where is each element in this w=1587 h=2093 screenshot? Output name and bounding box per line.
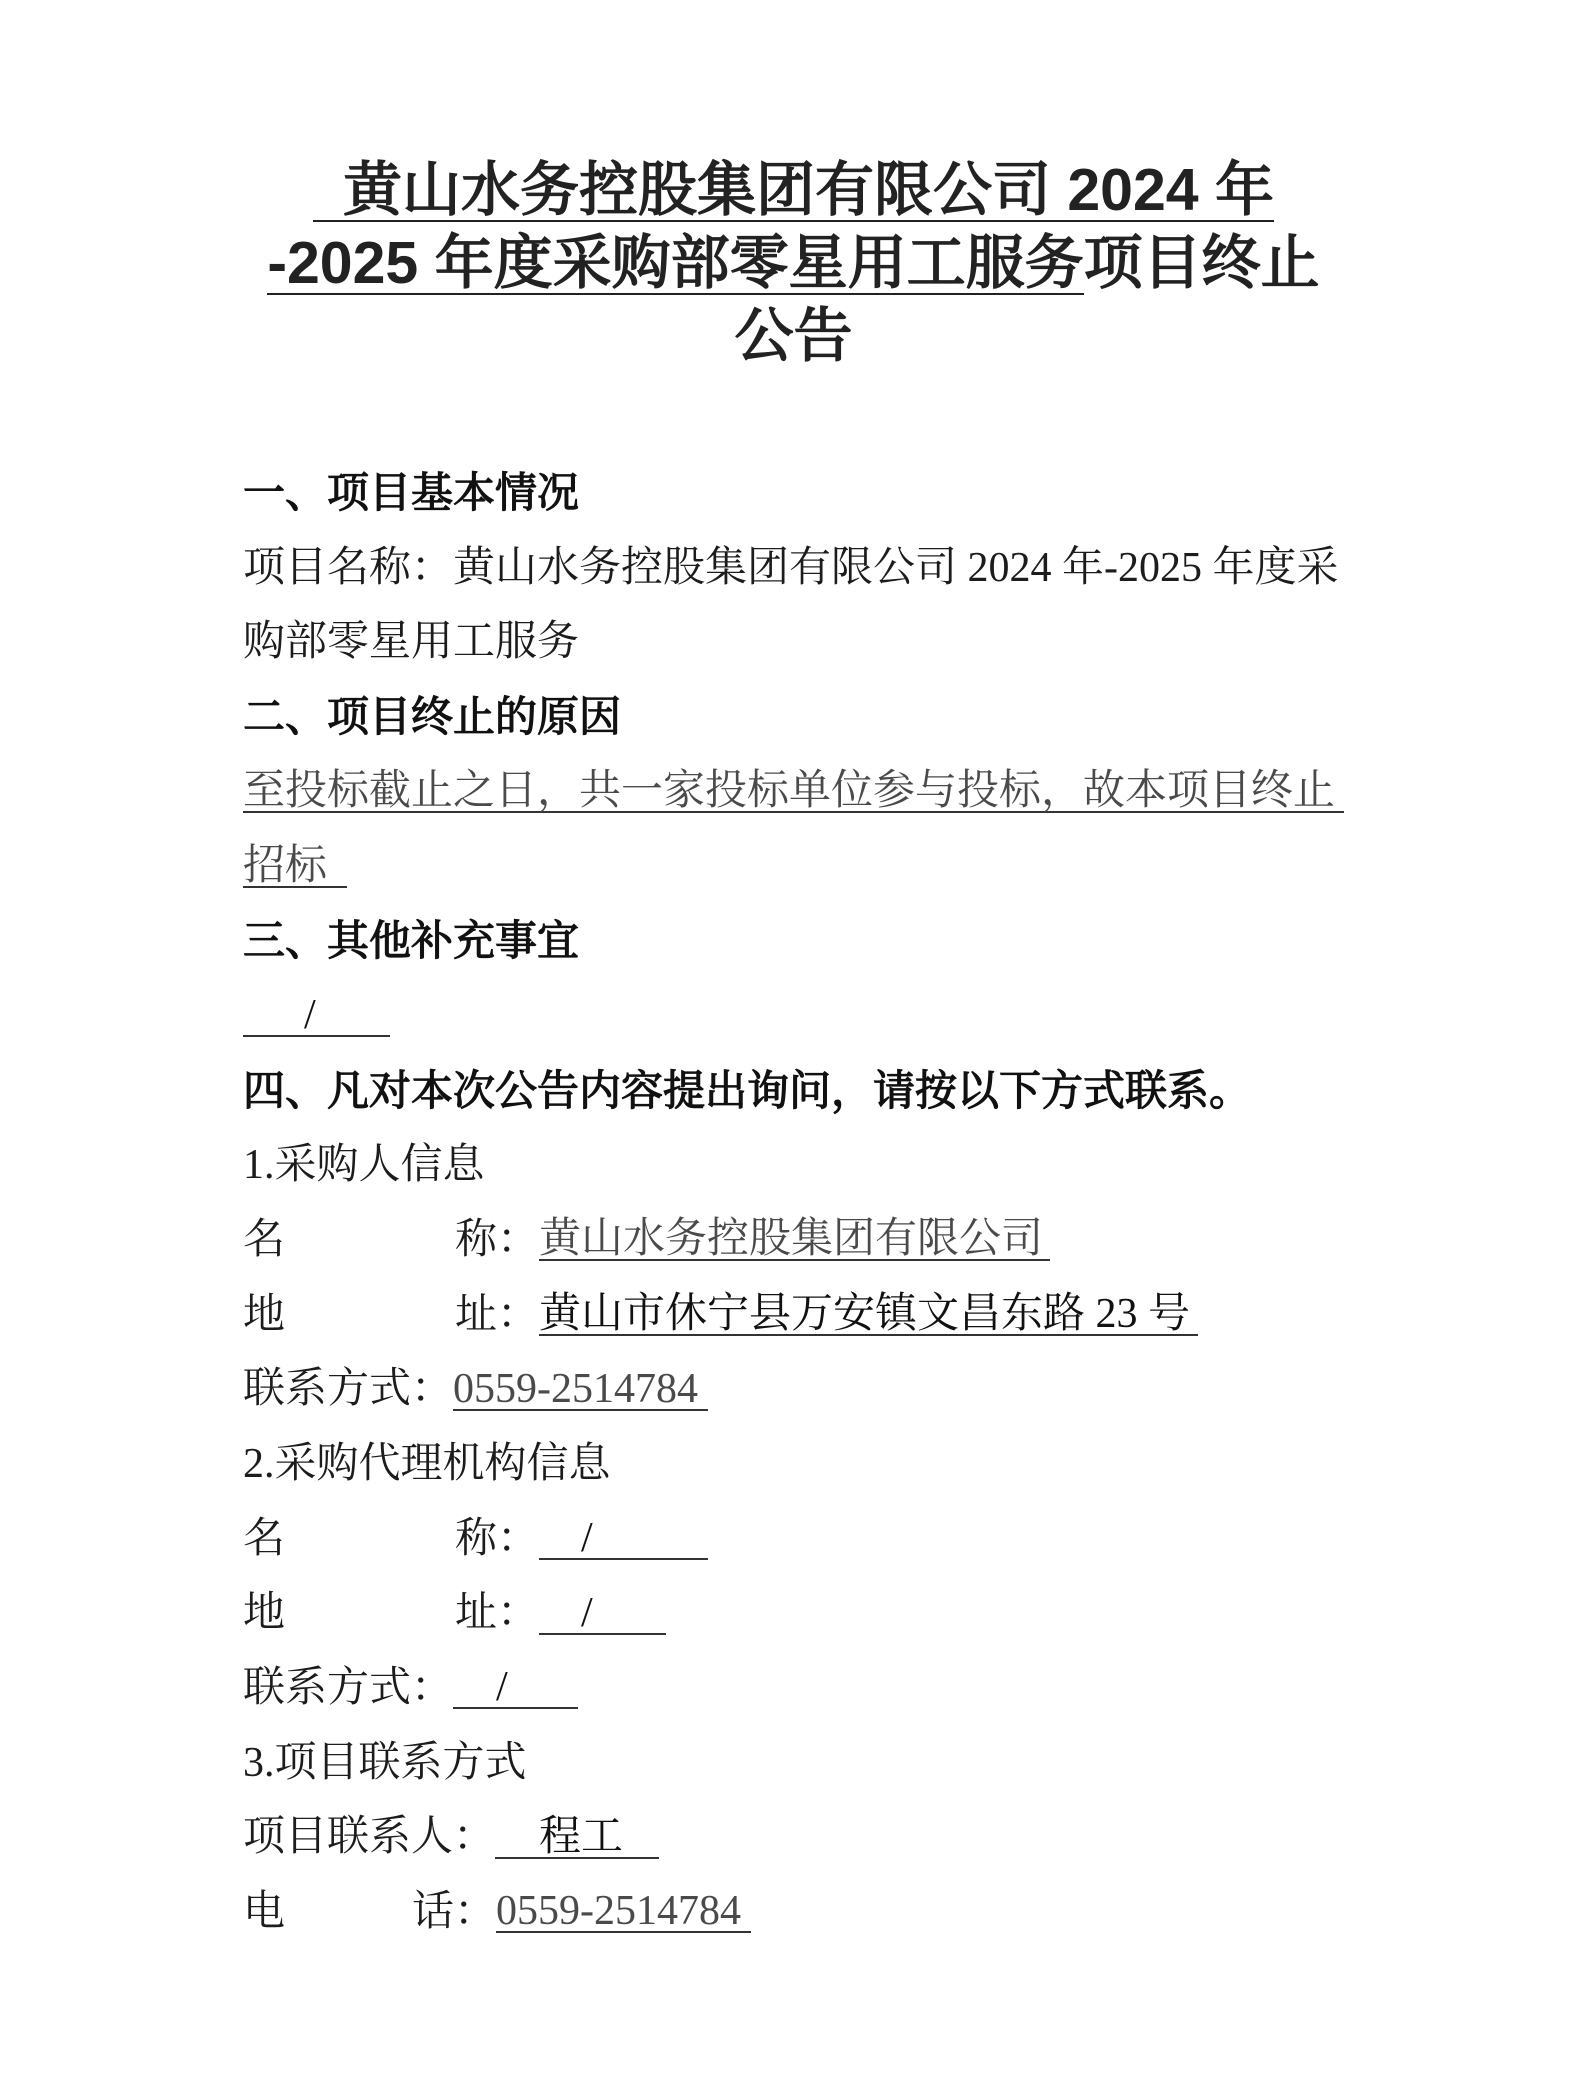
- purchaser-name-label: [243, 1203, 539, 1278]
- agency-name-label: [243, 1502, 539, 1577]
- label-char: 名: [243, 1216, 286, 1263]
- label-char: 称：: [454, 1515, 539, 1562]
- agency-address-label: [243, 1576, 539, 1651]
- announcement-title: [0, 154, 1587, 373]
- project-contact-tel-row: [243, 1875, 1363, 1950]
- section-heading-other-matters: 三、其他补充事宜: [243, 917, 580, 965]
- agency-address-value: /: [539, 1593, 666, 1635]
- purchaser-address-value: 黄山市休宁县万安镇文昌东路 23 号: [539, 1294, 1198, 1336]
- title-text: 项目终止: [1083, 230, 1320, 296]
- project-contact-tel-label: [243, 1875, 496, 1950]
- document-body: [243, 456, 1363, 1950]
- label-char: 址：: [454, 1291, 539, 1338]
- termination-reason-text: 招标: [243, 846, 347, 888]
- section-heading-basic-info: 一、项目基本情况: [243, 469, 580, 516]
- title-line-2: [0, 227, 1587, 300]
- label-char: 址：: [454, 1590, 539, 1637]
- other-matters-value: /: [243, 995, 390, 1037]
- project-contact-tel-value: 0559-2514784: [496, 1891, 751, 1933]
- termination-reason-row-2: [243, 829, 1363, 904]
- purchaser-phone-row: [243, 1352, 1363, 1427]
- project-contact-person-row: [243, 1800, 1363, 1875]
- termination-reason-row-1: [243, 755, 1363, 830]
- other-matters-row: [243, 979, 1363, 1054]
- label-char: 名: [243, 1515, 286, 1562]
- project-name-line-2: 购部零星用工服务: [243, 619, 580, 666]
- agency-phone-row: [243, 1651, 1363, 1726]
- agency-phone-label: 联系方式：: [243, 1665, 454, 1711]
- purchaser-address-label: [243, 1278, 539, 1353]
- label-char: 地: [243, 1291, 286, 1338]
- purchaser-name-row: [243, 1203, 1363, 1278]
- project-name-line-1: 项目名称：黄山水务控股集团有限公司 2024 年-2025 年度采: [243, 544, 1339, 591]
- termination-reason-text: 至投标截止之日，共一家投标单位参与投标，故本项目终止: [243, 771, 1344, 813]
- label-char: 电: [243, 1889, 286, 1936]
- title-line-1: [0, 154, 1587, 227]
- purchaser-info-heading: 1.采购人信息: [243, 1142, 485, 1189]
- label-char: 地: [243, 1590, 286, 1637]
- section-heading-contact: 四、凡对本次公告内容提出询问，请按以下方式联系。: [243, 1066, 1252, 1114]
- project-contact-person-value: 程工: [495, 1817, 659, 1859]
- title-text: 公告: [734, 303, 853, 369]
- agency-address-row: [243, 1576, 1363, 1651]
- agency-name-value: /: [539, 1518, 708, 1560]
- agency-name-row: [243, 1502, 1363, 1577]
- purchaser-phone-label: 联系方式：: [243, 1366, 454, 1413]
- title-underlined-text: -2025 年度采购部零星用工服务: [267, 230, 1084, 296]
- agency-info-heading: 2.采购代理机构信息: [243, 1440, 611, 1487]
- title-line-3: [0, 300, 1587, 373]
- agency-phone-value: /: [453, 1667, 578, 1709]
- label-char: 称：: [454, 1216, 539, 1263]
- project-contact-person-label: 项目联系人：: [243, 1814, 496, 1861]
- purchaser-phone-value: 0559-2514784: [453, 1369, 708, 1411]
- purchaser-address-row: [243, 1278, 1363, 1353]
- project-contact-heading: 3.项目联系方式: [243, 1739, 527, 1786]
- purchaser-name-value: 黄山水务控股集团有限公司: [539, 1219, 1050, 1261]
- label-char: 话：: [411, 1889, 496, 1936]
- title-underlined-text: 黄山水务控股集团有限公司 2024 年: [313, 160, 1274, 222]
- section-heading-termination-reason: 二、项目终止的原因: [243, 693, 622, 741]
